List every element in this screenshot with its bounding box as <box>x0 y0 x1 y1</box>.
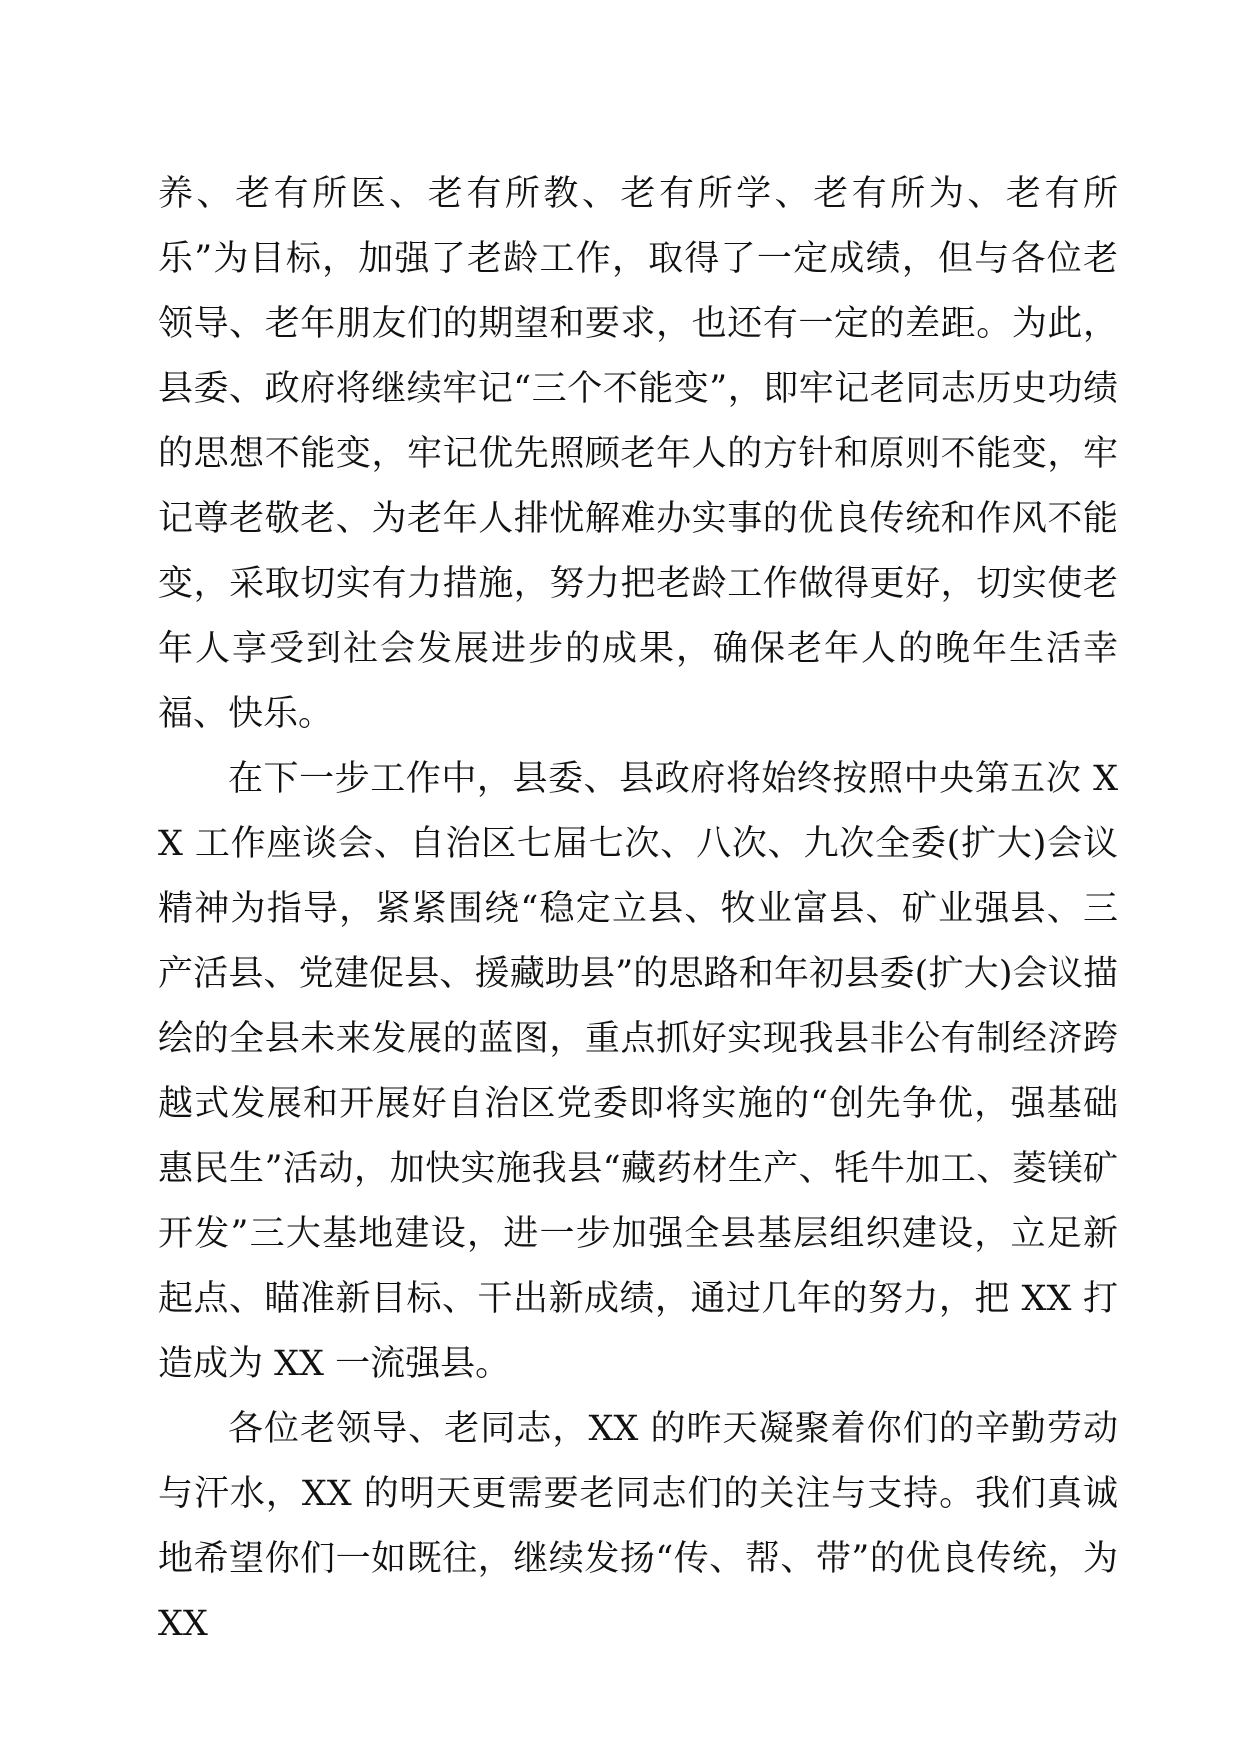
paragraph-next-steps: 在下一步工作中，县委、县政府将始终按照中央第五次 XX 工作座谈会、自治区七届七次、八次、九次全委(扩大)会议精神为指导，紧紧围绕“稳定立县、牧业富县、矿业强县、三产活县、党建促县、援藏助县”的思路和年初县委(扩大)会议描绘的全县未来发展的蓝图，重点抓好实现我县非公有制经济跨越式发展和开展好自治区党委即将实施的“创先争优，强基础惠民生”活动，加快实施我县“藏药材生产、牦牛加工、菱镁矿开发”三大基地建设，进一步加强全县基层组织建设，立足新起点、瞄准新目标、干出新成绩，通过几年的努力，把 XX 打造成为 XX 一流强县。 <box>158 759 1118 1384</box>
document-body <box>158 162 1118 1657</box>
paragraph-address-elders: 各位老领导、老同志，XX 的昨天凝聚着你们的辛勤劳动与汗水，XX 的明天更需要老同志们的关注与支持。我们真诚地希望你们一如既往，继续发扬“传、帮、带”的优良传统，为 XX <box>158 1409 1118 1644</box>
paragraph-continued: 养、老有所医、老有所教、老有所学、老有所为、老有所乐”为目标，加强了老龄工作，取得了一定成绩，但与各位老领导、老年朋友们的期望和要求，也还有一定的差距。为此，县委、政府将继续牢记“三个不能变”，即牢记老同志历史功绩的思想不能变，牢记优先照顾老年人的方针和原则不能变，牢记尊老敬老、为老年人排忧解难办实事的优良传统和作风不能变，采取切实有力措施，努力把老龄工作做得更好，切实使老年人享受到社会发展进步的成果，确保老年人的晚年生活幸福、快乐。 <box>158 174 1118 734</box>
